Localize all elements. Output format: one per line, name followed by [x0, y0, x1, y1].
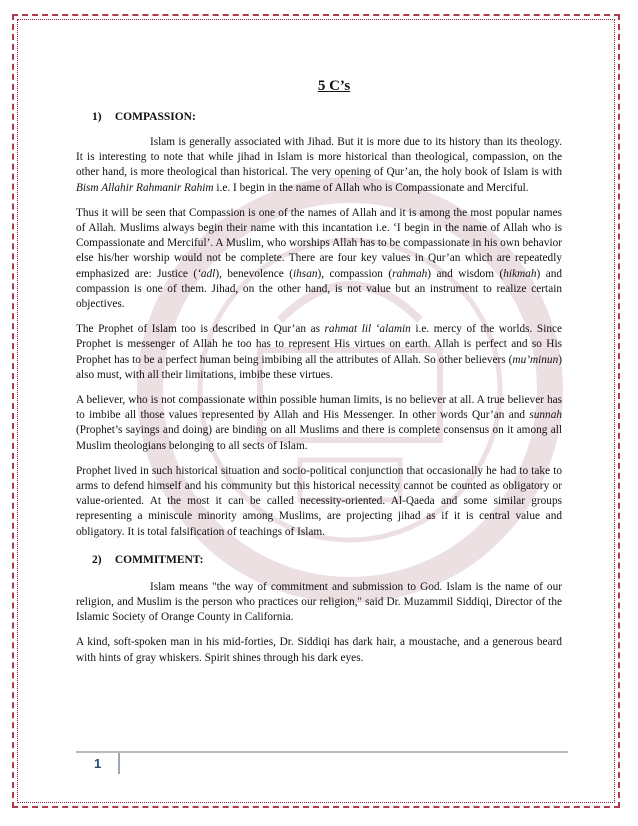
section-title: COMPASSION:: [114, 111, 196, 123]
section-number: 1): [92, 111, 102, 123]
paragraph: A believer, who is not compassionate within possible human limits, is no believer at all. A true believer has to imbibe all those values represented by Allah and His Messenger. In other words Qur’an and sunnah (Prophet’s sayings and doing) are binding on all Muslims and there is complete consensus on it among all Muslim theologians belonging to all sects of Islam.: [76, 394, 562, 452]
footer-page-separator: [118, 753, 120, 774]
section-heading-compassion: [76, 111, 562, 123]
paragraph: A kind, soft-spoken man in his mid-forties, Dr. Siddiqi has dark hair, a moustache, and a generous beard with hints of gray whiskers. Spirit shines through his dark eyes.: [76, 636, 562, 664]
paragraph: Islam means "the way of commitment and submission to God. Islam is the name of our religion, and Muslim is the person who practices our religion," said Dr. Muzammil Siddiqi, Director of the Islamic Society of Orange County in California.: [76, 580, 562, 624]
section-number: 2): [92, 553, 102, 566]
page-number: 1: [94, 756, 102, 771]
footer-divider: [76, 751, 568, 753]
paragraph: Thus it will be seen that Compassion is one of the names of Allah and it is among the most popular names of Allah. Muslims always begin their name with this incantation i.e. ‘I begin in the name of Allah who is Compassionate and Merciful’. A Muslim, who worships Allah has to be compassionate in his own behavior else his/her worship would not be complete. There are four key values in Qur’an which are repeatedly emphasized are: Justice (‘adl), benevolence (ihsan), compassion (rahmah) and wisdom (hikmah) and compassion is one of them. Jihad, on the other hand, is not value but an instrument to realize certain objectives.: [76, 206, 563, 311]
paragraph: Prophet lived in such historical situation and socio-political conjunction that occasionally he had to take to arms to defend himself and his community but this historical necessity cannot be counted as obligatory or value-oriented. At the most it can be called necessity-oriented. Al-Qaeda and some similar groups representing a miniscule minority among Muslims, are projecting jihad as if it is central value and obligatory. It is total falsification of teachings of Islam.: [76, 464, 562, 538]
section-heading-commitment: [76, 554, 562, 566]
paragraph: Islam is generally associated with Jihad. But it is more due to its history than its theology. It is interesting to note that while jihad in Islam is more historical than theological, compassion, on the other hand, is more theological than historical. The very opening of Qur’an, the holy book of Islam is with Bism Allahir Rahmanir Rahim i.e. I begin in the name of Allah who is Compassionate and Merciful.: [76, 136, 562, 194]
paragraph: The Prophet of Islam too is described in Qur’an as rahmat lil ‘alamin i.e. mercy of the worlds. Since Prophet is messenger of Allah he too has to represent His virtues on earth. Allah is perfect and so His Prophet has to be a perfect human being imbibing all the attributes of Allah. So other believers (mu’minun) also must, with all their limitations, imbibe these virtues.: [76, 323, 563, 381]
section-title: COMMITMENT:: [114, 553, 204, 566]
document-body: [76, 78, 562, 676]
page-title: 5 C’s: [317, 78, 351, 94]
